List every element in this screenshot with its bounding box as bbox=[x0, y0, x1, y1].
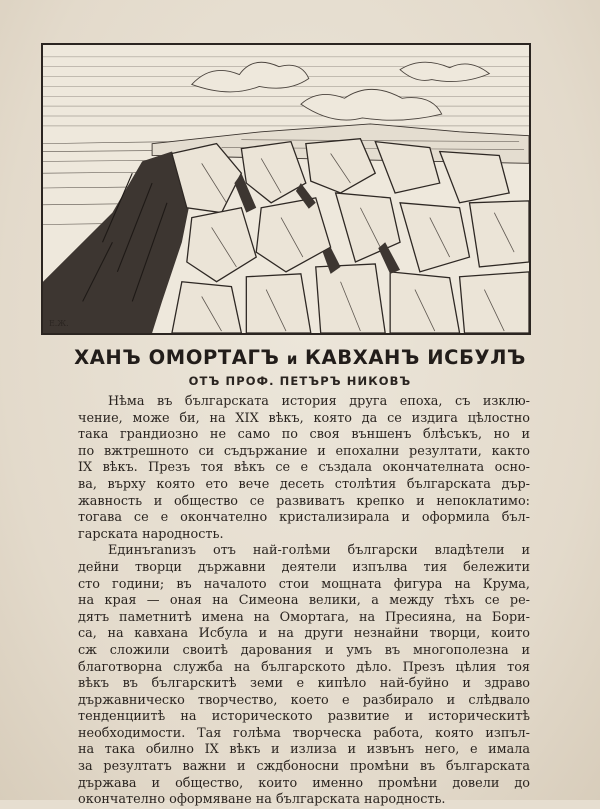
article-title bbox=[0, 346, 600, 369]
text-line: жавность и общество се развиватъ крепко и непоклатимо: bbox=[78, 493, 530, 509]
text-line: окончателно оформяване на българската народность. bbox=[78, 792, 446, 808]
text-line: по вжтрешното си съдържание и епохални резултати, както bbox=[78, 443, 530, 459]
text-line: дятъ паметнитѣ имена на Омортага, на Пресияна, на Бори- bbox=[78, 609, 530, 625]
text-line: Нѣма въ българската история друга епоха, съ изклю- bbox=[108, 394, 530, 409]
article-body bbox=[78, 394, 530, 809]
text-line: чение, може би, на XIX вѣкъ, която да се издига цѣлостно bbox=[78, 410, 530, 426]
artist-signature: Е.Ж. bbox=[48, 319, 69, 329]
title-connector: и bbox=[286, 350, 298, 368]
text-line: гарската народность. bbox=[78, 526, 224, 542]
text-line: тогава се е окончателно кристализирала и оформила бъл- bbox=[78, 510, 530, 526]
text-line: сж сложили своитѣ дарования и умъ въ многополезна и bbox=[78, 642, 530, 658]
text-line: ва, върху която ето вече десеть столѣтия българската дър- bbox=[78, 476, 530, 492]
text-line: така грандиозно не само по своя външенъ блѣсъкъ, но и bbox=[78, 427, 530, 443]
cliff-engraving-image bbox=[43, 45, 529, 333]
text-line: Единъranизъ отъ най-голѣми български владѣтели и bbox=[108, 543, 530, 559]
text-line: за резултатъ важни и сждбоносни промѣни въ българската bbox=[78, 759, 530, 775]
text-line: необходимости. Тая голѣма творческа работа, която изпъл- bbox=[78, 725, 530, 741]
text-line: държава и общество, които именно промѣни довели до bbox=[78, 775, 530, 791]
cliff-illustration bbox=[41, 43, 531, 335]
text-line: благотворна служба на българското дѣло. Презъ цѣлия тоя bbox=[78, 659, 530, 675]
article-author: ОТЪ ПРОФ. ПЕТЪРЪ НИКОВЪ bbox=[188, 374, 412, 388]
text-line: на края — оная на Симеона велики, а между тѣхъ се ре- bbox=[78, 593, 530, 609]
text-line: вѣкъ въ българскитѣ земи е кипѣло най-буйно и здраво bbox=[78, 676, 530, 692]
text-line: на така обилно IX вѣкъ и излиза и извънъ него, е имала bbox=[78, 742, 530, 758]
text-line: дейни творци държавни деятели изпълва тия бележити bbox=[78, 559, 530, 575]
title-part-1: ХАНЪ ОМОРТАГЪ bbox=[74, 346, 280, 369]
text-line: държавническо творчество, което е разбирало и слѣдвало bbox=[78, 692, 530, 708]
title-part-2: КАВХАНЪ ИСБУЛЪ bbox=[305, 346, 526, 369]
text-line: тенденциитѣ на историческото развитие и историческитѣ bbox=[78, 709, 530, 725]
text-line: са, на кавхана Исбула и на други незнайни творци, които bbox=[78, 626, 530, 642]
text-line: сто години; въ началото стои мощната фигура на Крума, bbox=[78, 576, 530, 592]
text-line: IX вѣкъ. Презъ тоя вѣкъ се е създала окончателната осно- bbox=[78, 460, 530, 476]
